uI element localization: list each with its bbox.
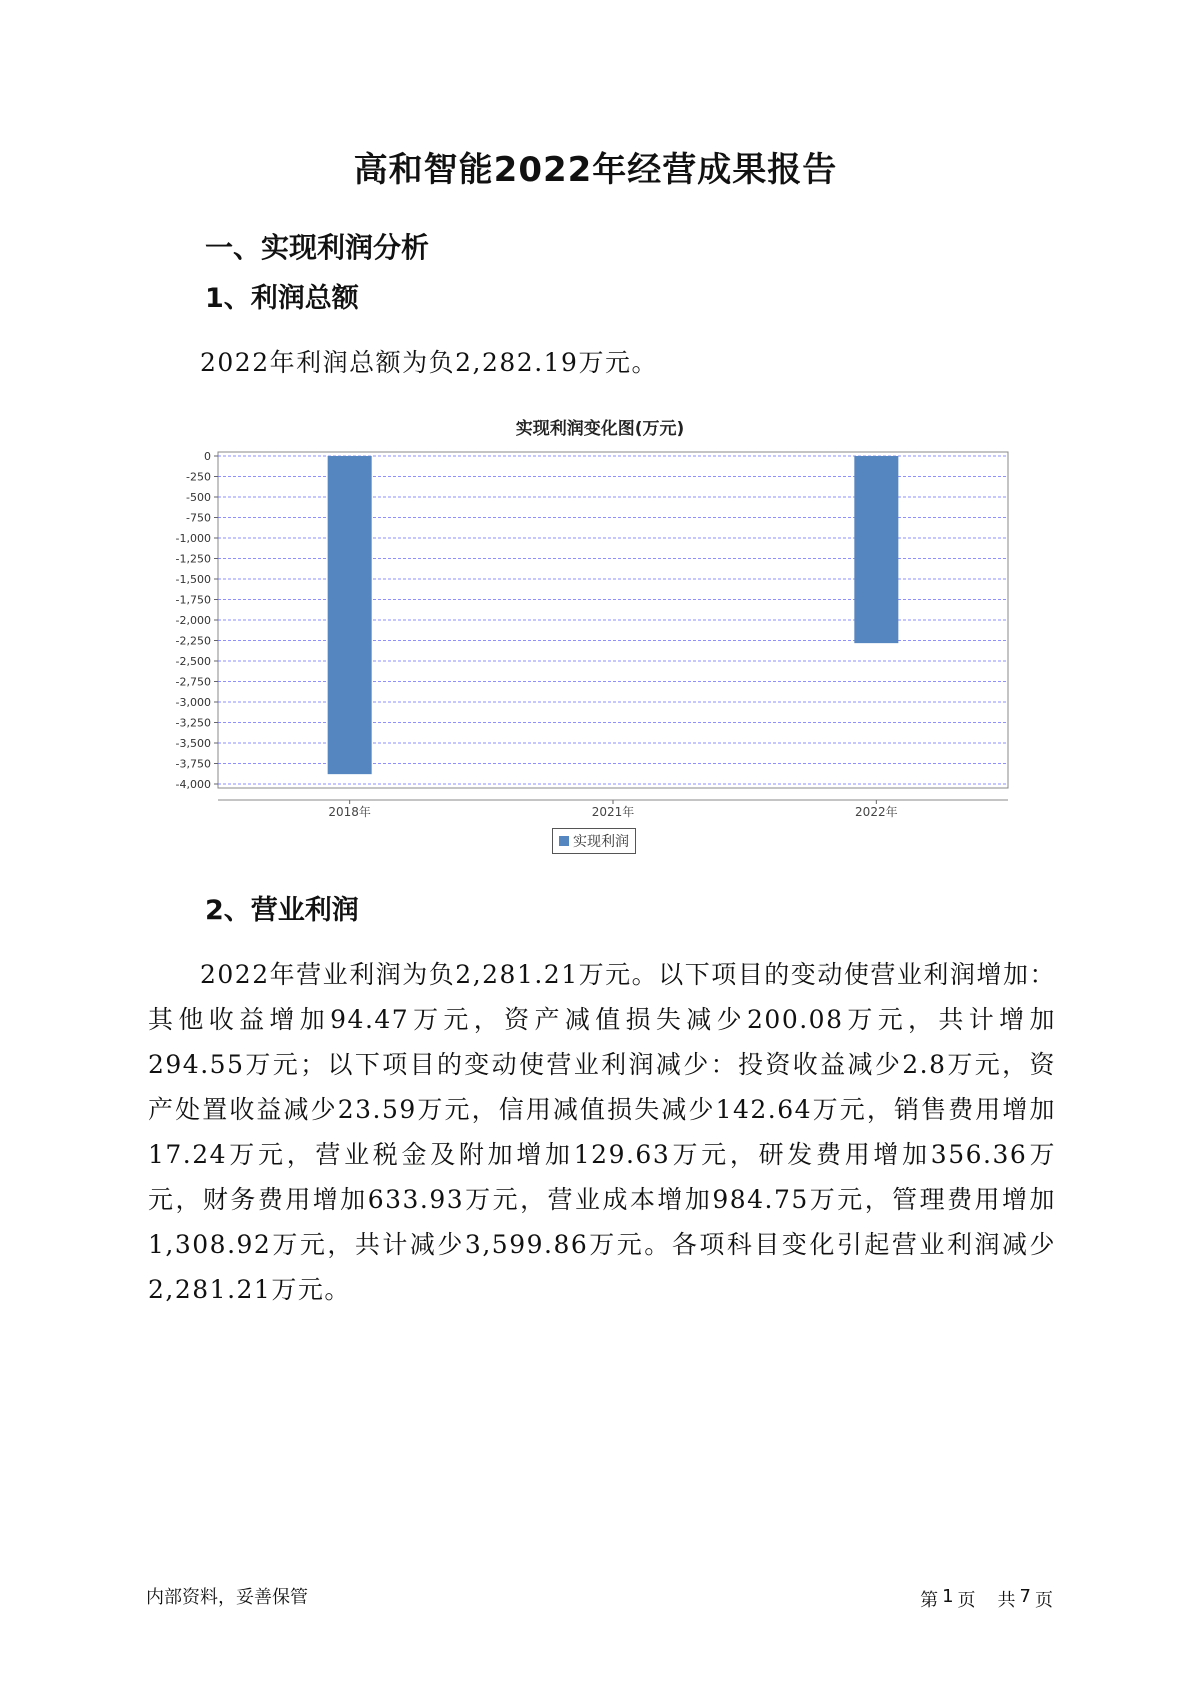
total-suffix: 页 [1035, 1590, 1053, 1611]
y-tick-label: -4,000 [175, 778, 211, 791]
total-profit-text: 2022年利润总额为负2,282.19万元。 [200, 348, 658, 377]
page-prefix: 第 [920, 1590, 939, 1611]
y-tick-label: -2,500 [175, 655, 211, 668]
y-tick-label: -3,750 [175, 757, 211, 771]
page-suffix: 页 [957, 1590, 976, 1611]
page-number: 1 [942, 1586, 954, 1607]
total-pages: 7 [1019, 1586, 1031, 1607]
subheading-operating-profit: 2、营业利润 [205, 895, 359, 926]
section-heading-profit-analysis: 一、实现利润分析 [205, 231, 430, 264]
y-tick-label: -1,750 [175, 593, 211, 607]
y-tick-label: -750 [186, 511, 211, 525]
y-tick-label: -2,750 [175, 675, 211, 689]
y-tick-label: -3,250 [175, 716, 211, 730]
operating-profit-text: 2022年营业利润为负2,281.21万元。以下项目的变动使营业利润增加：其他收益增加94.47万元，资产减值损失减少200.08万元，共计增加294.55万元；以下项目的变动使营业利润减少：投资收益减少2.8万元，资产处置收益减少23.59万元，信用减值损失减少142.64万元，销售费用增加17.24万元，营业税金及附加增加129.63万元，研发费用增加356.36万元，财务费用增加633.93万元，营业成本增加984.75万元，管理费用增加1,308.92万元，共计减少3,599.86万元。各项科目变化引起营业利润减少2,281.21万元。 [148, 960, 1056, 1304]
total-prefix: 共 [997, 1590, 1016, 1611]
chart-canvas [160, 408, 1040, 828]
x-tick-label: 2022年 [855, 805, 898, 819]
chart-title: 实现利润变化图(万元) [515, 419, 685, 439]
legend-label: 实现利润 [573, 834, 629, 850]
y-tick-label: -1,250 [175, 552, 211, 566]
y-tick-label: -250 [186, 470, 211, 484]
y-tick-label: 0 [204, 450, 211, 463]
y-tick-label: -1,000 [175, 532, 211, 545]
footer-confidential-note: 内部资料，妥善保管 [146, 1587, 308, 1608]
total-profit-paragraph [148, 340, 1056, 385]
x-tick-label: 2021年 [591, 805, 635, 819]
chart-legend [552, 828, 636, 854]
footer-page-info [920, 1586, 1053, 1612]
legend-swatch [559, 836, 569, 846]
y-tick-label: -3,500 [175, 737, 211, 750]
y-tick-label: -3,000 [175, 696, 211, 709]
subheading-total-profit: 1、利润总额 [205, 283, 359, 314]
y-tick-label: -1,500 [175, 573, 211, 586]
bar-2022年 [854, 456, 898, 643]
y-tick-label: -2,250 [175, 634, 211, 648]
bar-2018年 [328, 456, 372, 774]
y-tick-label: -500 [186, 491, 211, 504]
operating-profit-paragraph [148, 952, 1056, 1312]
y-tick-label: -2,000 [175, 614, 211, 627]
profit-chart [160, 408, 1040, 868]
document-title: 高和智能2022年经营成果报告 [353, 150, 838, 190]
x-tick-label: 2018年 [328, 805, 371, 819]
